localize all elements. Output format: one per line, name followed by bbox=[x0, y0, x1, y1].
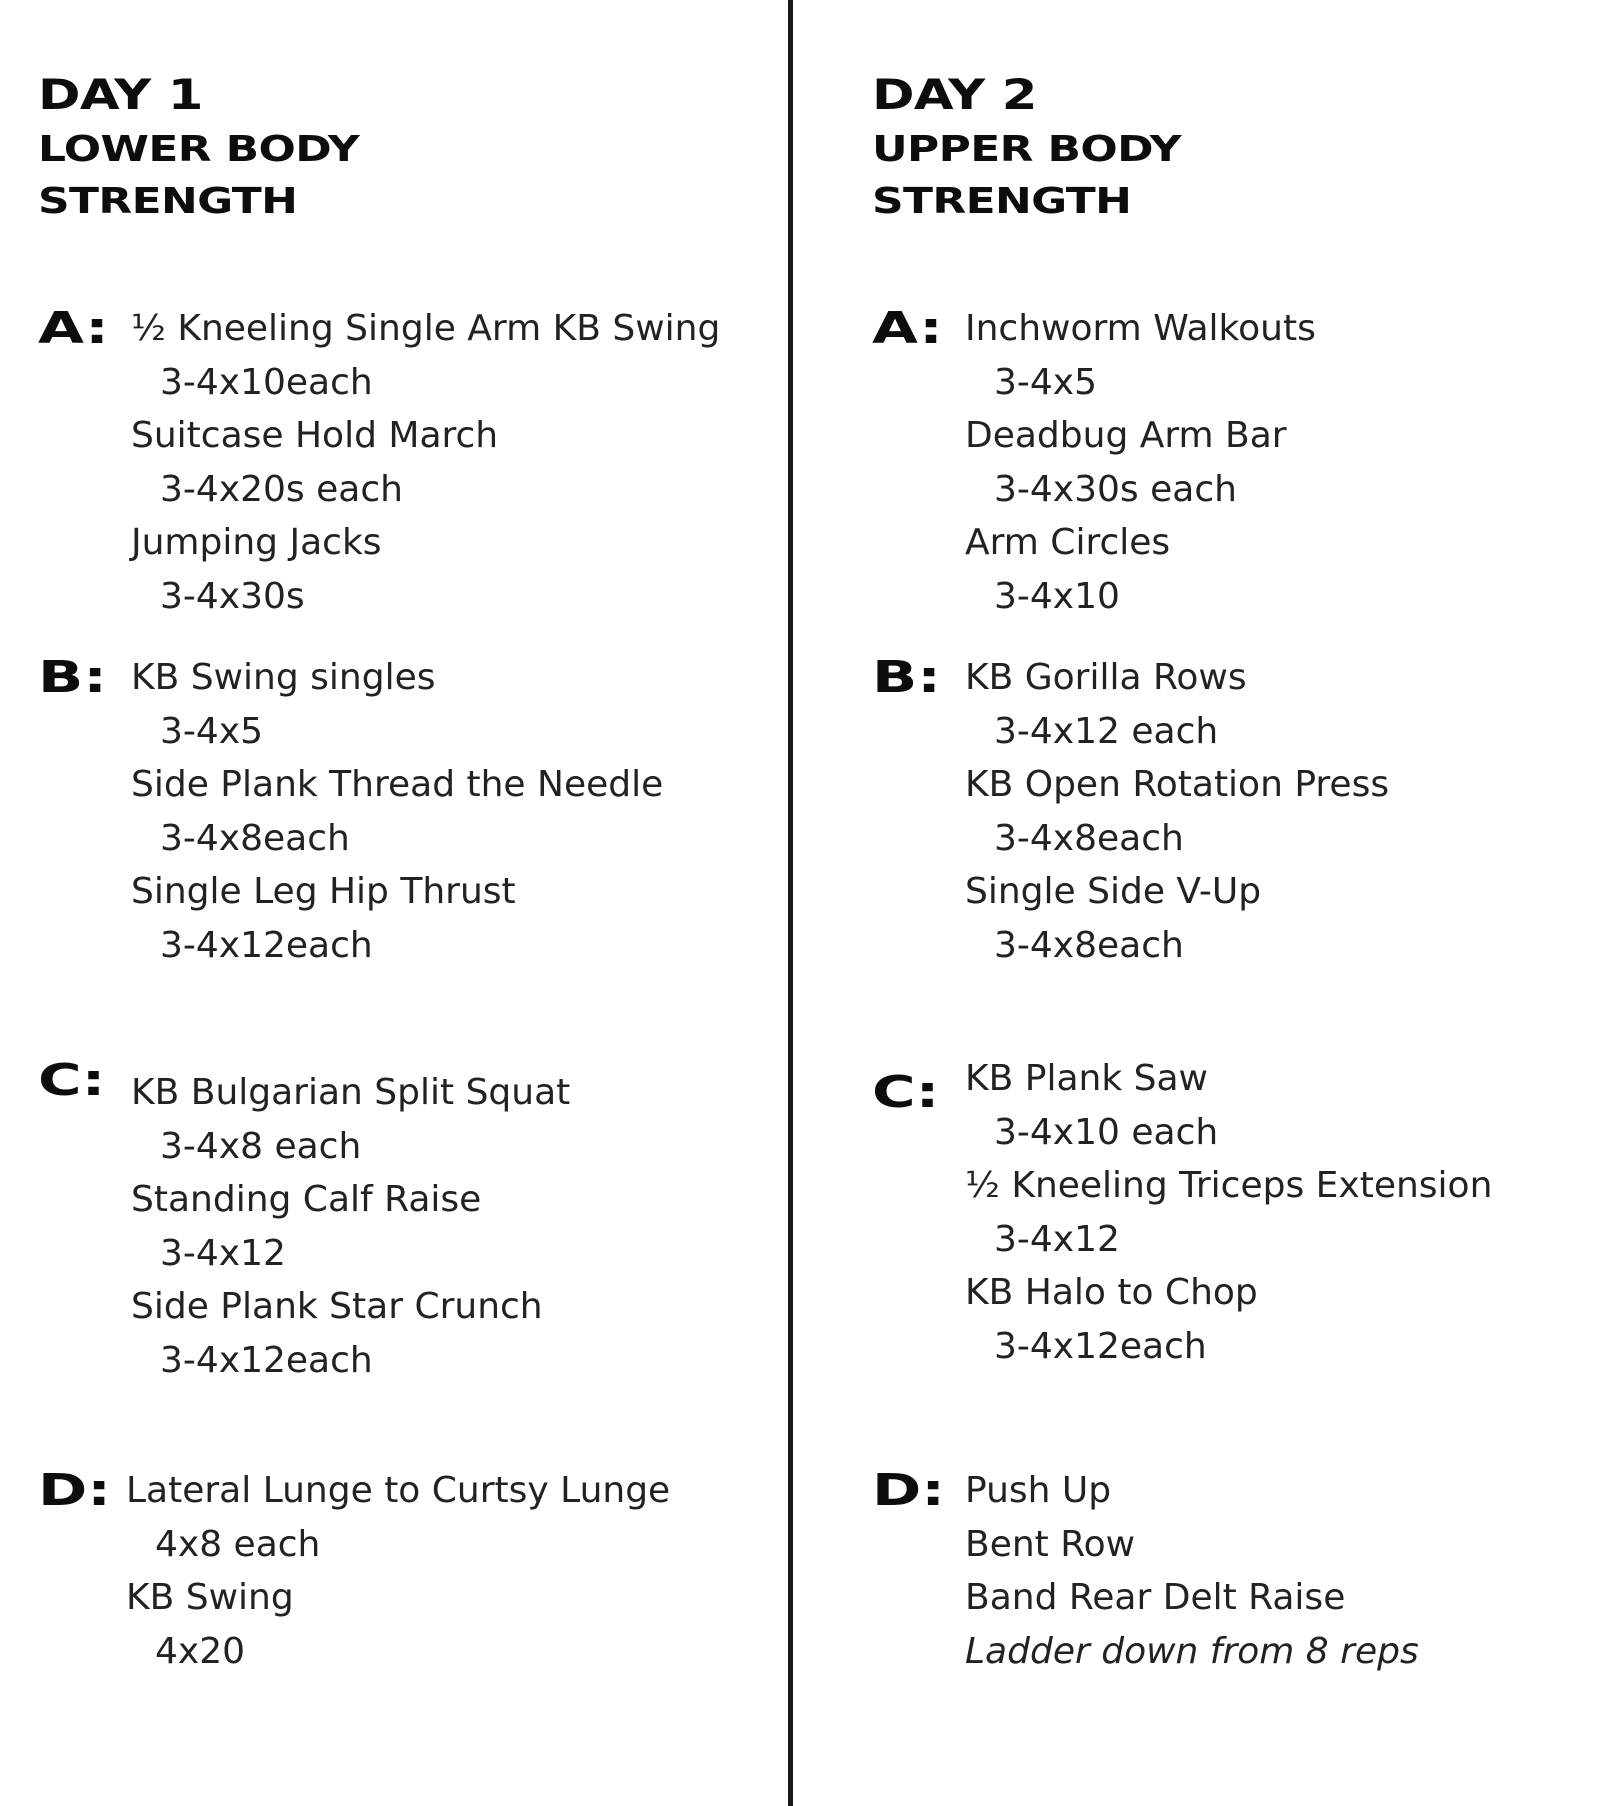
section-letter: A: bbox=[38, 303, 109, 354]
section-letter: A: bbox=[872, 303, 943, 354]
day-title-line-2: STRENGTH bbox=[38, 181, 298, 222]
day-title-line-2: STRENGTH bbox=[872, 181, 1132, 222]
exercise-reps: 3-4x12each bbox=[994, 1325, 1207, 1367]
exercise-name: Inchworm Walkouts bbox=[965, 308, 1316, 349]
exercise-reps: 3-4x10 bbox=[994, 575, 1120, 617]
exercise-name: Band Rear Delt Raise bbox=[965, 1577, 1346, 1619]
exercise-name: Suitcase Hold March bbox=[131, 415, 499, 457]
exercise-name: Lateral Lunge to Curtsy Lunge bbox=[126, 1470, 671, 1511]
exercise-reps: 3-4x12 bbox=[994, 1218, 1120, 1260]
exercise-name: ½ Kneeling Triceps Extension bbox=[965, 1165, 1493, 1207]
exercise-name: KB Halo to Chop bbox=[965, 1272, 1258, 1314]
exercise-name: Push Up bbox=[965, 1470, 1112, 1511]
exercise-name: Bent Row bbox=[965, 1523, 1136, 1565]
exercise-reps: 4x20 bbox=[155, 1630, 246, 1672]
section-letter: C: bbox=[38, 1055, 106, 1106]
day-1-column bbox=[38, 66, 798, 1672]
exercise-name: KB Swing singles bbox=[131, 657, 436, 698]
section-letter: B: bbox=[872, 652, 942, 703]
day-label: DAY 1 bbox=[38, 70, 203, 119]
exercise-name: KB Bulgarian Split Squat bbox=[131, 1072, 571, 1113]
exercise-reps: 3-4x12 each bbox=[994, 710, 1219, 752]
exercise-reps: 3-4x5 bbox=[160, 710, 264, 752]
exercise-name: KB Open Rotation Press bbox=[965, 764, 1390, 806]
exercise-list bbox=[965, 302, 1316, 624]
column-divider bbox=[788, 0, 793, 1806]
section-letter: D: bbox=[38, 1465, 112, 1516]
exercise-name: Arm Circles bbox=[965, 522, 1171, 564]
exercise-reps: 3-4x8each bbox=[160, 817, 350, 859]
exercise-reps: 3-4x10each bbox=[160, 361, 373, 403]
exercise-name: ½ Kneeling Single Arm KB Swing bbox=[131, 308, 721, 349]
day-title-line-1: UPPER BODY bbox=[872, 129, 1181, 170]
exercise-name: Deadbug Arm Bar bbox=[965, 415, 1287, 457]
ladder-note: Ladder down from 8 reps bbox=[965, 1630, 1419, 1672]
exercise-name: Jumping Jacks bbox=[131, 522, 382, 564]
exercise-name: KB Swing bbox=[126, 1577, 294, 1619]
day-label: DAY 2 bbox=[872, 70, 1037, 119]
section-letter: D: bbox=[872, 1465, 946, 1516]
exercise-name: KB Gorilla Rows bbox=[965, 657, 1247, 698]
section-letter: C: bbox=[872, 1067, 940, 1118]
exercise-reps: 3-4x12each bbox=[160, 924, 373, 966]
exercise-list bbox=[965, 651, 1389, 973]
exercise-reps: 3-4x10 each bbox=[994, 1111, 1219, 1153]
exercise-reps: 3-4x30s bbox=[160, 575, 305, 617]
section-letter: B: bbox=[38, 652, 108, 703]
exercise-name: Standing Calf Raise bbox=[131, 1179, 482, 1221]
exercise-name: Single Side V-Up bbox=[965, 871, 1262, 913]
exercise-list bbox=[131, 302, 720, 624]
exercise-name: Side Plank Thread the Needle bbox=[131, 764, 664, 806]
day-2-column bbox=[872, 66, 1602, 1672]
exercise-reps: 3-4x12each bbox=[160, 1339, 373, 1381]
exercise-reps: 3-4x30s each bbox=[994, 468, 1237, 510]
exercise-list bbox=[965, 1052, 1492, 1374]
day-title-line-1: LOWER BODY bbox=[38, 129, 360, 170]
exercise-reps: 3-4x8 each bbox=[160, 1125, 362, 1167]
exercise-name: Side Plank Star Crunch bbox=[131, 1286, 543, 1328]
exercise-reps: 3-4x5 bbox=[994, 361, 1098, 403]
exercise-list bbox=[965, 1464, 1419, 1678]
exercise-list bbox=[126, 1464, 670, 1678]
exercise-name: Single Leg Hip Thrust bbox=[131, 871, 516, 913]
exercise-reps: 3-4x20s each bbox=[160, 468, 403, 510]
exercise-reps: 3-4x8each bbox=[994, 924, 1184, 966]
exercise-reps: 3-4x8each bbox=[994, 817, 1184, 859]
exercise-reps: 3-4x12 bbox=[160, 1232, 286, 1274]
exercise-name: KB Plank Saw bbox=[965, 1058, 1208, 1099]
exercise-list bbox=[131, 1066, 570, 1388]
exercise-reps: 4x8 each bbox=[155, 1523, 321, 1565]
exercise-list bbox=[131, 651, 663, 973]
